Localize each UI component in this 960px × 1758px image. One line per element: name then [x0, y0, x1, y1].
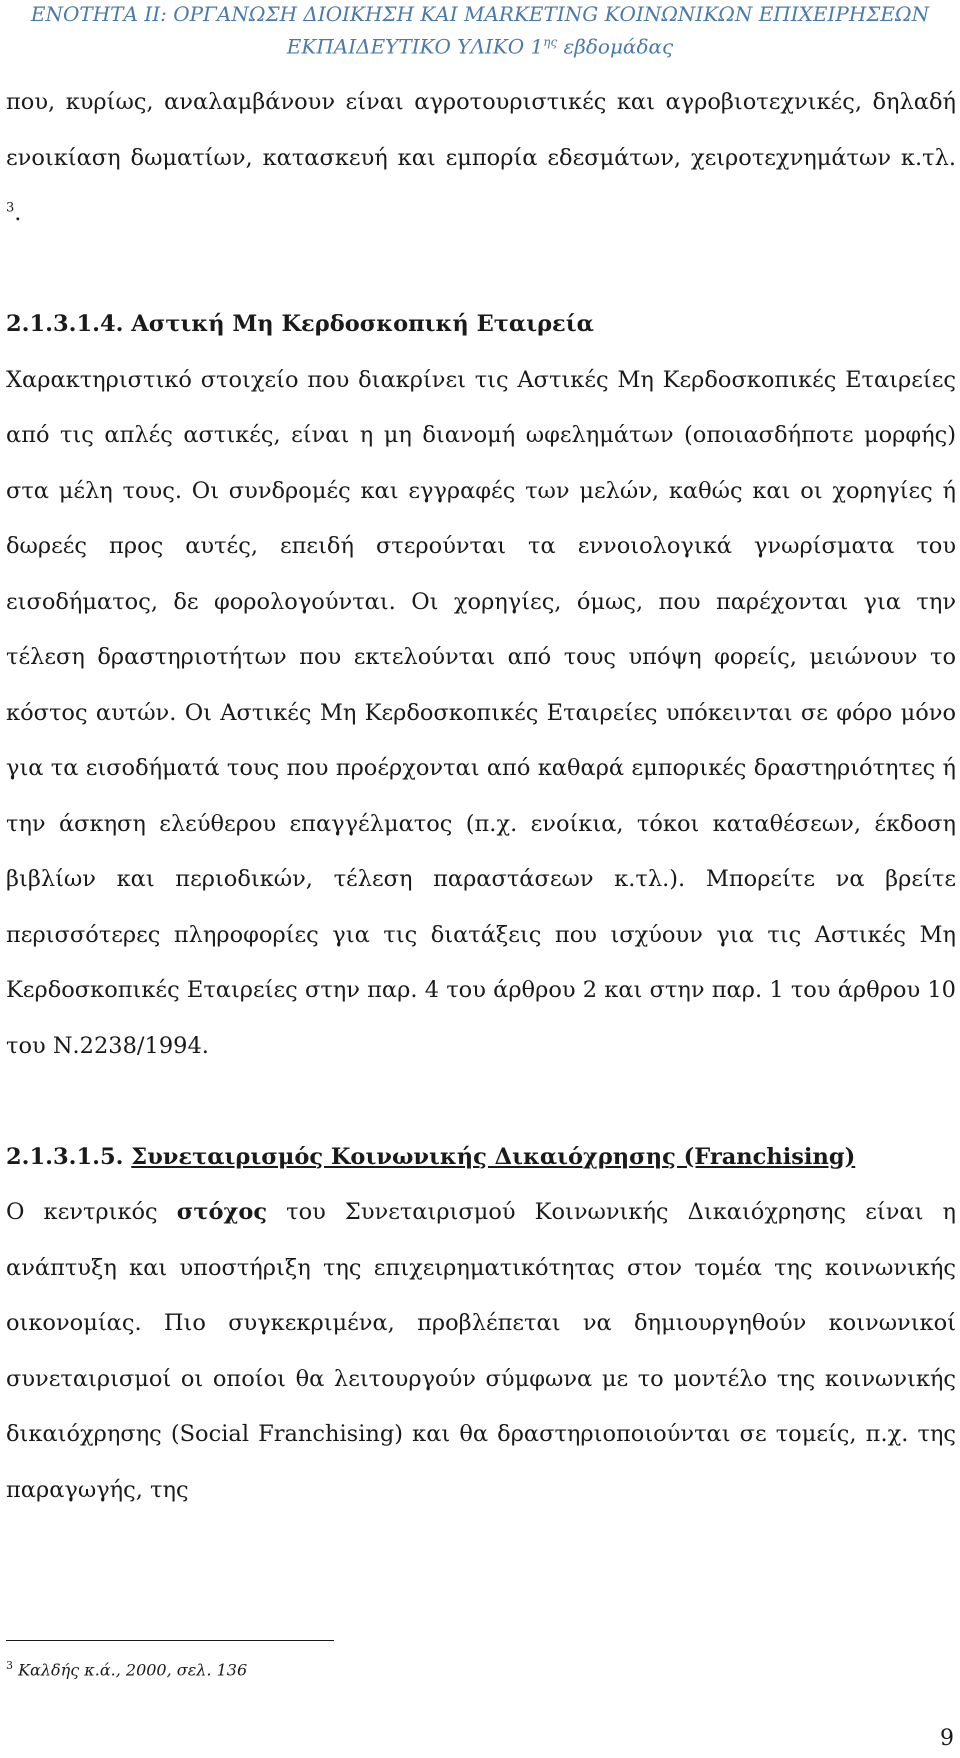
- footnote: [6, 1655, 247, 1681]
- page-header: [0, 0, 960, 61]
- section-heading-title: Συνεταιρισμός Κοινωνικής Δικαιόχρησης (Franchising): [131, 1143, 856, 1170]
- footnote-divider: [6, 1640, 334, 1641]
- section-body-rest: του Συνεταιρισμού Κοινωνικής Δικαιόχρησης είναι η ανάπτυξη και υποστήριξη της επιχειρηματικότητας στον τομέα της κοινωνικής οικονομίας. Πιο συγκεκριμένα, προβλέπεται να δημιουργηθούν κοινωνικοί συνεταιρισμοί οι οποίοι θα λειτουργούν σύμφωνα με το μοντέλο της κοινωνικής δικαιόχρησης (Social Franchising) και θα δραστηριοποιούνται σε τομείς, π.χ. της παραγωγής, της: [6, 1199, 956, 1503]
- page-number: 9: [940, 1726, 954, 1751]
- document-body: [6, 75, 956, 1518]
- section-heading-number: 2.1.3.1.5.: [6, 1143, 132, 1170]
- spacer: [6, 1074, 956, 1130]
- header-subtitle-sup: ης: [543, 35, 558, 49]
- header-subtitle-tail: εβδομάδας: [557, 34, 674, 59]
- emphasis-goal: στόχος: [176, 1199, 268, 1225]
- intro-paragraph-text: που, κυρίως, αναλαμβάνουν είναι αγροτουριστικές και αγροβιοτεχνικές, δηλαδή ενοικίαση δωματίων, κατασκευή και εμπορία εδεσμάτων, χειροτεχνημάτων κ.τλ.: [6, 89, 956, 171]
- intro-paragraph: [6, 75, 956, 242]
- section-body-2-1-3-1-5: [6, 1185, 956, 1518]
- section-body-2-1-3-1-4: Χαρακτηριστικό στοιχείο που διακρίνει τις Αστικές Μη Κερδοσκοπικές Εταιρείες από τις απλές αστικές, είναι η μη διανομή ωφελημάτων (οποιασδήποτε μορφής) στα μέλη τους. Οι συνδρομές και εγγραφές των μελών, καθώς και οι χορηγίες ή δωρεές προς αυτές, επειδή στερούνται τα εννοιολογικά γνωρίσματα του εισοδήματος, δε φορολογούνται. Οι χορηγίες, όμως, που παρέχονται για την τέλεση δραστηριοτήτων που εκτελούνται από τους υπόψη φορείς, μειώνουν το κόστος αυτών. Οι Αστικές Μη Κερδοσκοπικές Εταιρείες υπόκεινται σε φόρο μόνο για τα εισοδήματά τους που προέρχονται από καθαρά εμπορικές δραστηριότητες ή την άσκηση ελεύθερου επαγγέλματος (π.χ. ενοίκια, τόκοι καταθέσεων, έκδοση βιβλίων και περιοδικών, τέλεση παραστάσεων κ.τλ.). Μπορείτε να βρείτε περισσότερες πληροφορίες για τις διατάξεις που ισχύουν για τις Αστικές Μη Κερδοσκοπικές Εταιρείες στην παρ. 4 του άρθρου 2 και στην παρ. 1 του άρθρου 10 του Ν.2238/1994.: [6, 366, 956, 1059]
- spacer: [6, 242, 956, 298]
- intro-paragraph-end: .: [14, 200, 22, 226]
- section-heading-2-1-3-1-4: 2.1.3.1.4. Αστική Μη Κερδοσκοπική Εταιρεία: [6, 311, 594, 337]
- footnote-reference[interactable]: 3: [6, 200, 15, 216]
- header-subtitle-main: ΕΚΠΑΙΔΕΥΤΙΚΟ ΥΛΙΚΟ 1: [286, 34, 544, 59]
- section-body-start: Ο κεντρικός: [6, 1199, 177, 1225]
- section-heading-2-1-3-1-5: [6, 1130, 956, 1186]
- footnote-number: 3: [6, 1659, 13, 1672]
- header-title: ΕΝΟΤΗΤΑ ΙΙ: ΟΡΓΑΝΩΣΗ ΔΙΟΙΚΗΣΗ ΚΑΙ MARKETING ΚΟΙΝΩΝΙΚΩΝ ΕΠΙΧΕΙΡΗΣΕΩΝ: [30, 2, 930, 26]
- footnote-text: Καλδής κ.ά., 2000, σελ. 136: [13, 1660, 248, 1680]
- header-subtitle: [0, 28, 960, 61]
